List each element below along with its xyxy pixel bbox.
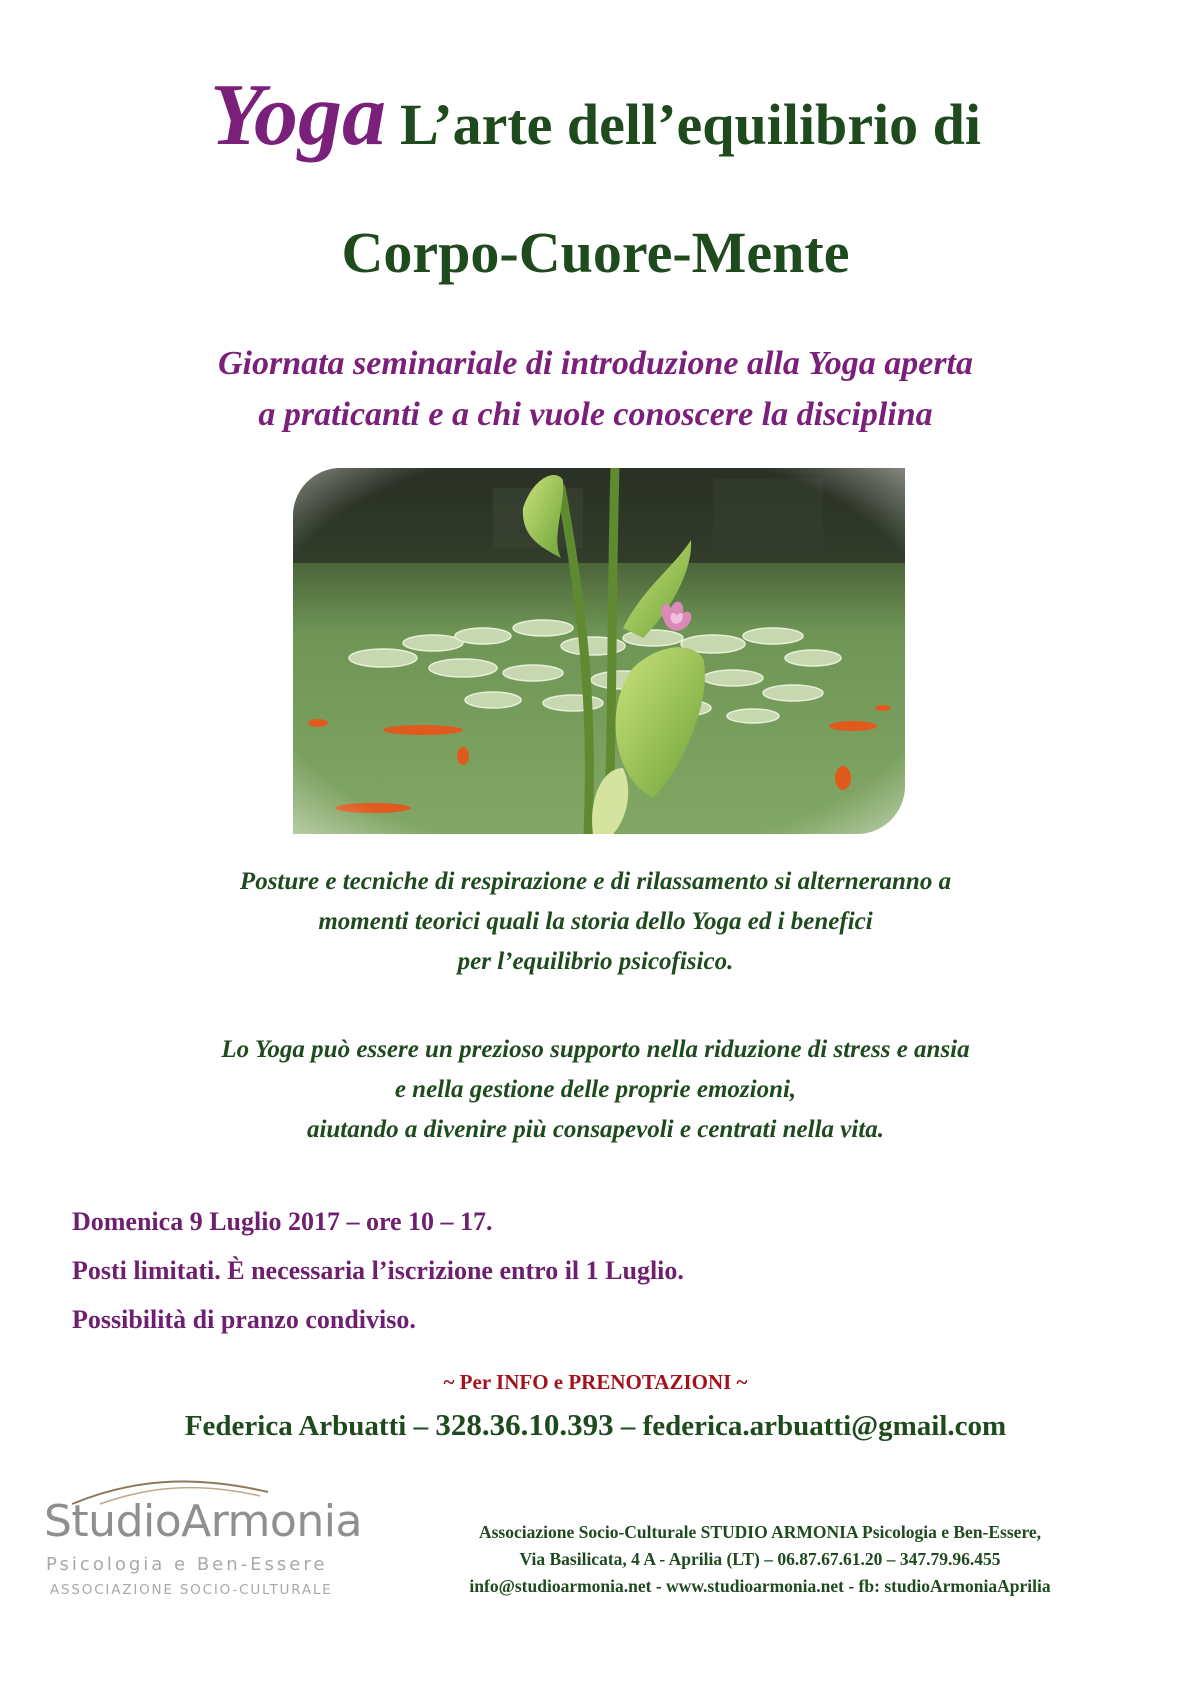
footer-address [375, 1519, 1145, 1600]
event-date: Domenica 9 Luglio 2017 – ore 10 – 17. [72, 1207, 493, 1236]
page-title-line1 [0, 67, 1191, 164]
contact-email[interactable]: federica.arbuatti@gmail.com [642, 1410, 1007, 1442]
pond-lotus-photo [293, 468, 905, 834]
title-line1-text: L’arte dell’equilibrio di [399, 92, 982, 157]
studio-armonia-logo [40, 1470, 360, 1600]
logo-association: ASSOCIAZIONE SOCIO-CULTURALE [50, 1582, 333, 1598]
footer-line: Via Basilicata, 4 A - Aprilia (LT) – 06.87.67.61.20 – 347.79.96.455 [519, 1549, 1001, 1569]
logo-tagline: Psicologia e Ben-Essere [46, 1554, 328, 1575]
description-line: Lo Yoga può essere un prezioso supporto nella riduzione di stress e ansia [221, 1036, 970, 1063]
description-line: aiutando a divenire più consapevoli e centrati nella vita. [306, 1116, 885, 1143]
logo-name: StudioArmonia [44, 1496, 362, 1547]
contact-phone[interactable]: 328.36.10.393 [435, 1407, 614, 1442]
subtitle-line: Giornata seminariale di introduzione alla Yoga aperta [217, 345, 974, 382]
subtitle-line: a praticanti e a chi vuole conoscere la disciplina [258, 396, 933, 433]
subtitle [40, 338, 1151, 440]
description-paragraph-2 [40, 1030, 1151, 1150]
description-line: Posture e tecniche di respirazione e di rilassamento si alterneranno a [239, 868, 952, 895]
description-line: momenti teorici quali la storia dello Yoga ed i benefici [318, 908, 873, 935]
contact-name: Federica Arbuatti [184, 1410, 407, 1442]
event-registration: Posti limitati. È necessaria l’iscrizione entro il 1 Luglio. [72, 1256, 684, 1285]
contact-line [0, 1407, 1191, 1443]
contact-separator: – [413, 1410, 429, 1442]
footer-line: Associazione Socio-Culturale STUDIO ARMONIA Psicologia e Ben-Essere, [478, 1522, 1042, 1542]
event-lunch: Possibilità di pranzo condiviso. [72, 1305, 416, 1334]
description-paragraph-1 [40, 862, 1151, 982]
description-line: per l’equilibrio psicofisico. [457, 948, 734, 975]
event-details [72, 1197, 684, 1344]
page-title-line2: Corpo-Cuore-Mente [341, 220, 850, 285]
title-yoga-word: Yoga [209, 67, 386, 164]
footer-line[interactable]: info@studioarmonia.net - www.studioarmonia.net - fb: studioArmoniaAprilia [469, 1576, 1051, 1596]
contact-separator: – [620, 1410, 636, 1442]
info-heading: ~ Per INFO e PRENOTAZIONI ~ [443, 1370, 748, 1394]
description-line: e nella gestione delle proprie emozioni, [394, 1076, 797, 1103]
pond-lotus-image [293, 468, 905, 834]
